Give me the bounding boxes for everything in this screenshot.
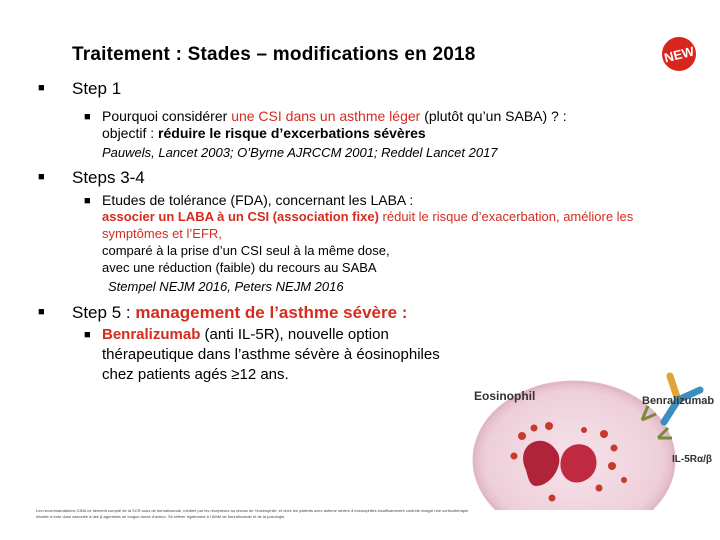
receptor-label: IL-5Rα/β [672,454,713,465]
footnote: Les recommandations GINA ne tiennent compte de la SCR-sous de benralizumab, médiée par les récepteurs au niveau de l’éosinophile, et chez les patients avec asthme sévère à éosinophiles insuffisamment contrôlé malgré une corticothérapie inhalée à forte dose associée à des β-agonistes de longue durée d’action. Se référer également à l’AMM de benralizumab et de la posologie. [36,508,469,519]
eosinophil-illustration [464,360,720,510]
step1-question-prefix: Pourquoi considérer [102,108,232,124]
section-step1: Step 1 [72,79,122,98]
step5-label-highlight: management de l’asthme sévère : [135,303,408,322]
bullet-icon: ■ [38,82,45,94]
step5-line2: thérapeutique dans l’asthme sévère à éosinophiles [102,346,440,363]
bullet-icon: ■ [38,171,45,183]
bullet-icon: ■ [84,111,91,123]
slide-title: Traitement : Stades – modifications en 2018 [72,44,476,65]
bullet-icon: ■ [84,329,91,341]
step5-label: Step 5 : [72,303,136,322]
step5-drug: Benralizumab [102,326,201,343]
section-steps34: Steps 3-4 [72,168,145,187]
step1-references: Pauwels, Lancet 2003; O’Byrne AJRCCM 2001; Reddel Lancet 2017 [102,145,498,160]
steps34-highlight: associer un LABA à un CSI (association fixe) [102,209,379,224]
steps34-line2: symptômes et l’EFR, [102,226,222,241]
bullet-icon: ■ [84,195,91,207]
steps34-line1: réduit le risque d’exacerbation, améliore les [378,209,634,224]
step5-line3: chez patients agés ≥12 ans. [102,366,289,383]
steps34-intro: Etudes de tolérance (FDA), concernant les LABA : [102,192,414,208]
benralizumab-label: Benralizumab [642,395,715,407]
step5-line1: (anti IL-5R), nouvelle option [200,326,389,343]
section-step5 [72,303,407,323]
new-badge-text: NEW [662,43,696,66]
steps34-body [102,208,702,276]
step1-objective: réduire le risque d’excerbations sévères [158,125,426,141]
eosinophil-label: Eosinophil [474,389,536,403]
step1-objective-label: objectif : [102,125,159,141]
step1-question-highlight: une CSI dans un asthme léger [231,108,421,124]
step1-question-suffix: (plutôt qu’un SABA) ? : [420,108,567,124]
new-badge-icon [658,33,700,75]
steps34-line3: comparé à la prise d’un CSI seul à la même dose, [102,243,390,258]
step5-body [102,325,482,385]
step1-question [102,108,662,142]
steps34-references: Stempel NEJM 2016, Peters NEJM 2016 [108,279,344,294]
bullet-icon: ■ [38,306,45,318]
steps34-line4: avec une réduction (faible) du recours au SABA [102,260,377,275]
